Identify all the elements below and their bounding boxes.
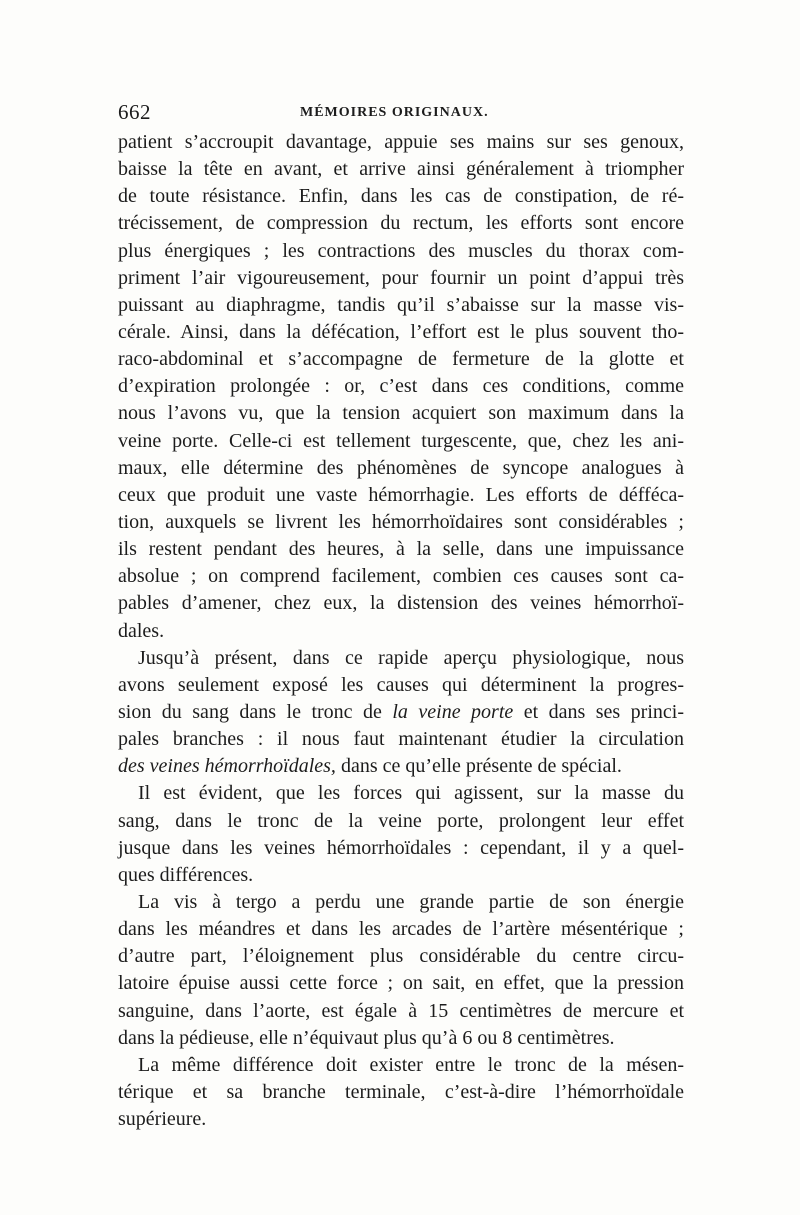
text-line: supérieure. (118, 1108, 207, 1131)
italic-term: des veines hémorrhoïdales, (118, 755, 336, 778)
text-line: pales branches : il nous faut maintenant étudier la circulation (118, 728, 684, 751)
text-line: cérale. Ainsi, dans la défécation, l’effort est le plus souvent tho- (118, 320, 684, 343)
text-line (118, 753, 684, 780)
text-line: d’expiration prolongée : or, c’est dans ces conditions, comme (118, 375, 684, 398)
text-line: térique et sa branche terminale, c’est-à-dire l’hémorrhoïdale (118, 1080, 684, 1103)
text-line: Jusqu’à présent, dans ce rapide aperçu physiologique, nous (138, 646, 684, 669)
text-line: latoire épuise aussi cette force ; on sait, en effet, que la pression (118, 972, 684, 995)
text-line: La même différence doit exister entre le tronc de la mésen- (138, 1053, 684, 1076)
text-line: priment l’air vigoureusement, pour fournir un point d’appui très (118, 266, 684, 289)
text-line: veine porte. Celle-ci est tellement turgescente, que, chez les ani- (118, 429, 684, 452)
text-line: puissant au diaphragme, tandis qu’il s’abaisse sur la masse vis- (118, 293, 684, 316)
text-line: dans la pédieuse, elle n’équivaut plus qu’à 6 ou 8 centimètres. (118, 1026, 615, 1049)
text-line: plus énergiques ; les contractions des muscles du thorax com- (118, 239, 684, 262)
text-segment: dans ce qu’elle présente de spécial. (340, 755, 622, 778)
text-segment: et dans ses princi- (523, 700, 684, 723)
text-line: pables d’amener, chez eux, la distension des veines hémorrhoï- (118, 592, 684, 615)
text-line: La vis à tergo a perdu une grande partie de son énergie (138, 890, 684, 913)
text-segment: sion du sang dans le tronc de (118, 700, 382, 723)
text-line (118, 699, 684, 726)
page-header (118, 100, 683, 126)
text-line: ques différences. (118, 863, 254, 886)
text-line: dans les méandres et dans les arcades de l’artère mésentérique ; (118, 918, 684, 941)
text-line: nous l’avons vu, que la tension acquiert son maximum dans la (118, 402, 684, 425)
text-line: d’autre part, l’éloignement plus considérable du centre circu- (118, 945, 684, 968)
text-line: absolue ; on comprend facilement, combien ces causes sont ca- (118, 565, 684, 588)
text-line: Il est évident, que les forces qui agissent, sur la masse du (138, 782, 684, 805)
text-line: maux, elle détermine des phénomènes de syncope analogues à (118, 456, 684, 479)
text-line: ils restent pendant des heures, à la selle, dans une impuissance (118, 538, 684, 561)
text-line: dales. (118, 619, 165, 642)
italic-term: la veine porte (392, 700, 514, 723)
text-line: trécissement, de compression du rectum, les efforts sont encore (118, 212, 684, 235)
text-line: de toute résistance. Enfin, dans les cas de constipation, de ré- (118, 185, 684, 208)
text-line: tion, auxquels se livrent les hémorrhoïdaires sont considérables ; (118, 510, 684, 533)
text-line: baisse la tête en avant, et arrive ainsi généralement à triompher (118, 158, 684, 181)
text-line: raco-abdominal et s’accompagne de fermeture de la glotte et (118, 348, 684, 371)
body-text (118, 129, 684, 1133)
text-line: jusque dans les veines hémorrhoïdales : cependant, il y a quel- (118, 836, 684, 859)
text-line: sanguine, dans l’aorte, est égale à 15 centimètres de mercure et (118, 999, 684, 1022)
text-line: patient s’accroupit davantage, appuie ses mains sur ses genoux, (118, 131, 684, 153)
text-line: avons seulement exposé les causes qui déterminent la progres- (118, 673, 684, 696)
page-number: 662 (118, 100, 151, 124)
running-title: MÉMOIRES ORIGINAUX. (300, 105, 489, 120)
text-line: sang, dans le tronc de la veine porte, prolongent leur effet (118, 809, 684, 832)
text-line: ceux que produit une vaste hémorrhagie. Les efforts de défféca- (118, 483, 684, 506)
